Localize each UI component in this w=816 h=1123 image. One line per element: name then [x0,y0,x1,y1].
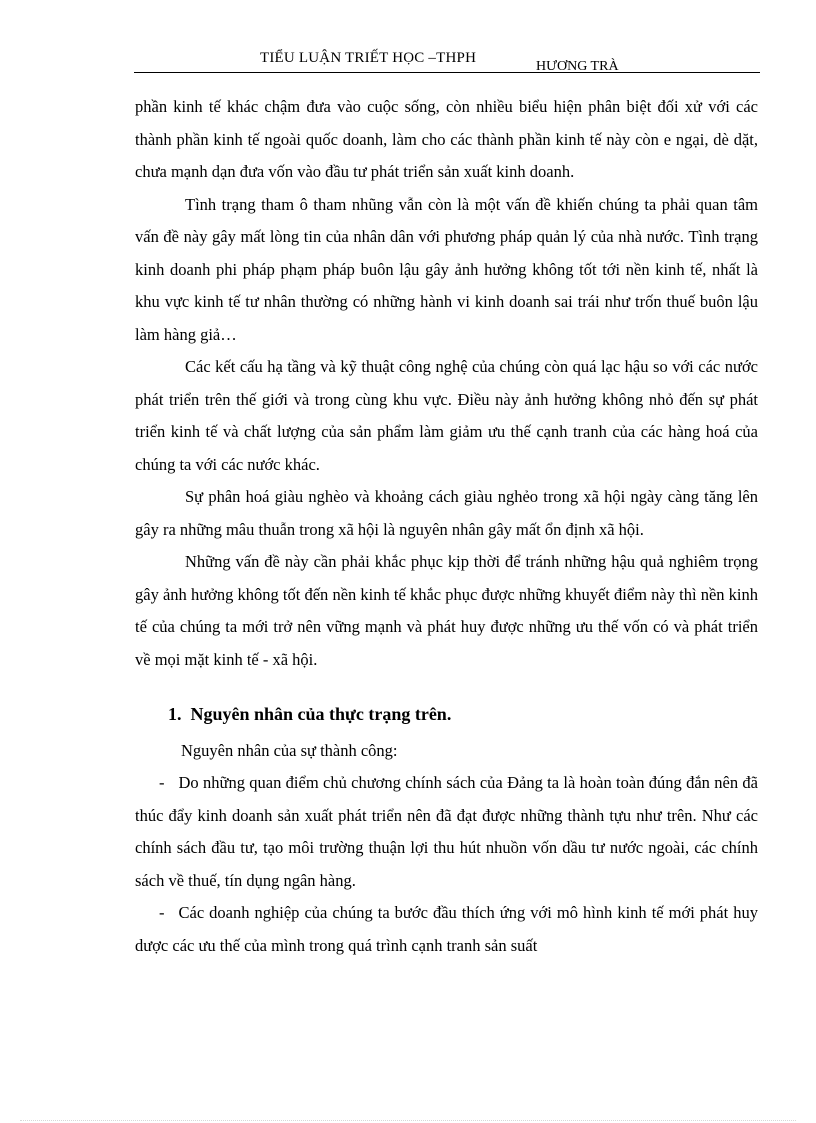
dash-marker: - [159,773,165,792]
paragraph: Tình trạng tham ô tham nhũng vẫn còn là một vấn đề khiến chúng ta phải quan tâm vấn đề này gây mất lòng tin của nhân dân với phương pháp quản lý của nhà nước. Tình trạng kinh doanh phi pháp phạm pháp buôn lậu gây ảnh hưởng không tốt tới nền kinh tế, nhất là khu vực kinh tế tư nhân thường có những hành vi kinh doanh sai trái như trốn thuế buôn lậu làm hàng giả… [135,194,758,344]
section-number: 1. [168,704,182,724]
paragraph: Những vấn đề này cần phải khắc phục kịp thời để tránh những hậu quả nghiêm trọng gây ảnh hưởng không tốt đến nền kinh tế khắc phục được những khuyết điểm này thì nền kinh tế của chúng ta mới trở nên vững mạnh và phát huy được những ưu thế vốn có và phát triển về mọi mặt kinh tế - xã hội. [135,552,758,669]
paragraph: Các kết cấu hạ tầng và kỹ thuật công nghệ của chúng còn quá lạc hậu so với các nước phát triển trên thế giới và trong cùng khu vực. Điều này ảnh hưởng không nhỏ đến sự phát triển kinh tế và chất lượng của sản phẩm làm giảm ưu thế cạnh tranh của các hàng hoá của chúng ta với các nước khác. [135,357,758,474]
paragraph: phần kinh tế khác chậm đưa vào cuộc sống, còn nhiều biểu hiện phân biệt đối xử với các thành phần kinh tế ngoài quốc doanh, làm cho các thành phần kinh tế này còn e ngại, dè dặt, chưa mạnh dạn đưa vốn vào đầu tư phát triển sản xuất kinh doanh. [135,97,758,181]
list-item [135,897,758,962]
section-heading [135,698,758,731]
list-item-text: Các doanh nghiệp của chúng ta bước đầu thích ứng với mô hình kinh tế mới phát huy dược các ưu thế của mình trong quá trình cạnh tranh sản suất [135,903,758,955]
header-title: TIỂU LUẬN TRIẾT HỌC –THPH [260,50,477,66]
section-intro: Nguyên nhân của sự thành công: [181,740,398,760]
paragraph: Sự phân hoá giàu nghèo và khoảng cách giàu nghẻo trong xã hội ngày càng tăng lên gây ra những mâu thuẫn trong xã hội là nguyên nhân gây mất ổn định xã hội. [135,487,758,539]
list-item [135,767,758,897]
document-body [135,91,758,962]
header-author: HƯƠNG TRÀ [536,59,619,74]
page-bottom-divider [20,1120,796,1121]
section-title: Nguyên nhân của thực trạng trên. [190,704,452,724]
dash-marker: - [159,903,165,922]
page-header [134,50,760,73]
list-item-text: Do những quan điểm chủ chương chính sách của Đảng ta là hoàn toàn đúng đắn nên đã thúc đẩy kinh doanh sản xuất phát triển nên đã đạt được những thành tựu như trên. Như các chính sách đầu tư, tạo môi trường thuận lợi thu hút nhuồn vốn dầu tư nước ngoài, các chính sách về thuế, tín dụng ngân hàng. [135,773,758,890]
